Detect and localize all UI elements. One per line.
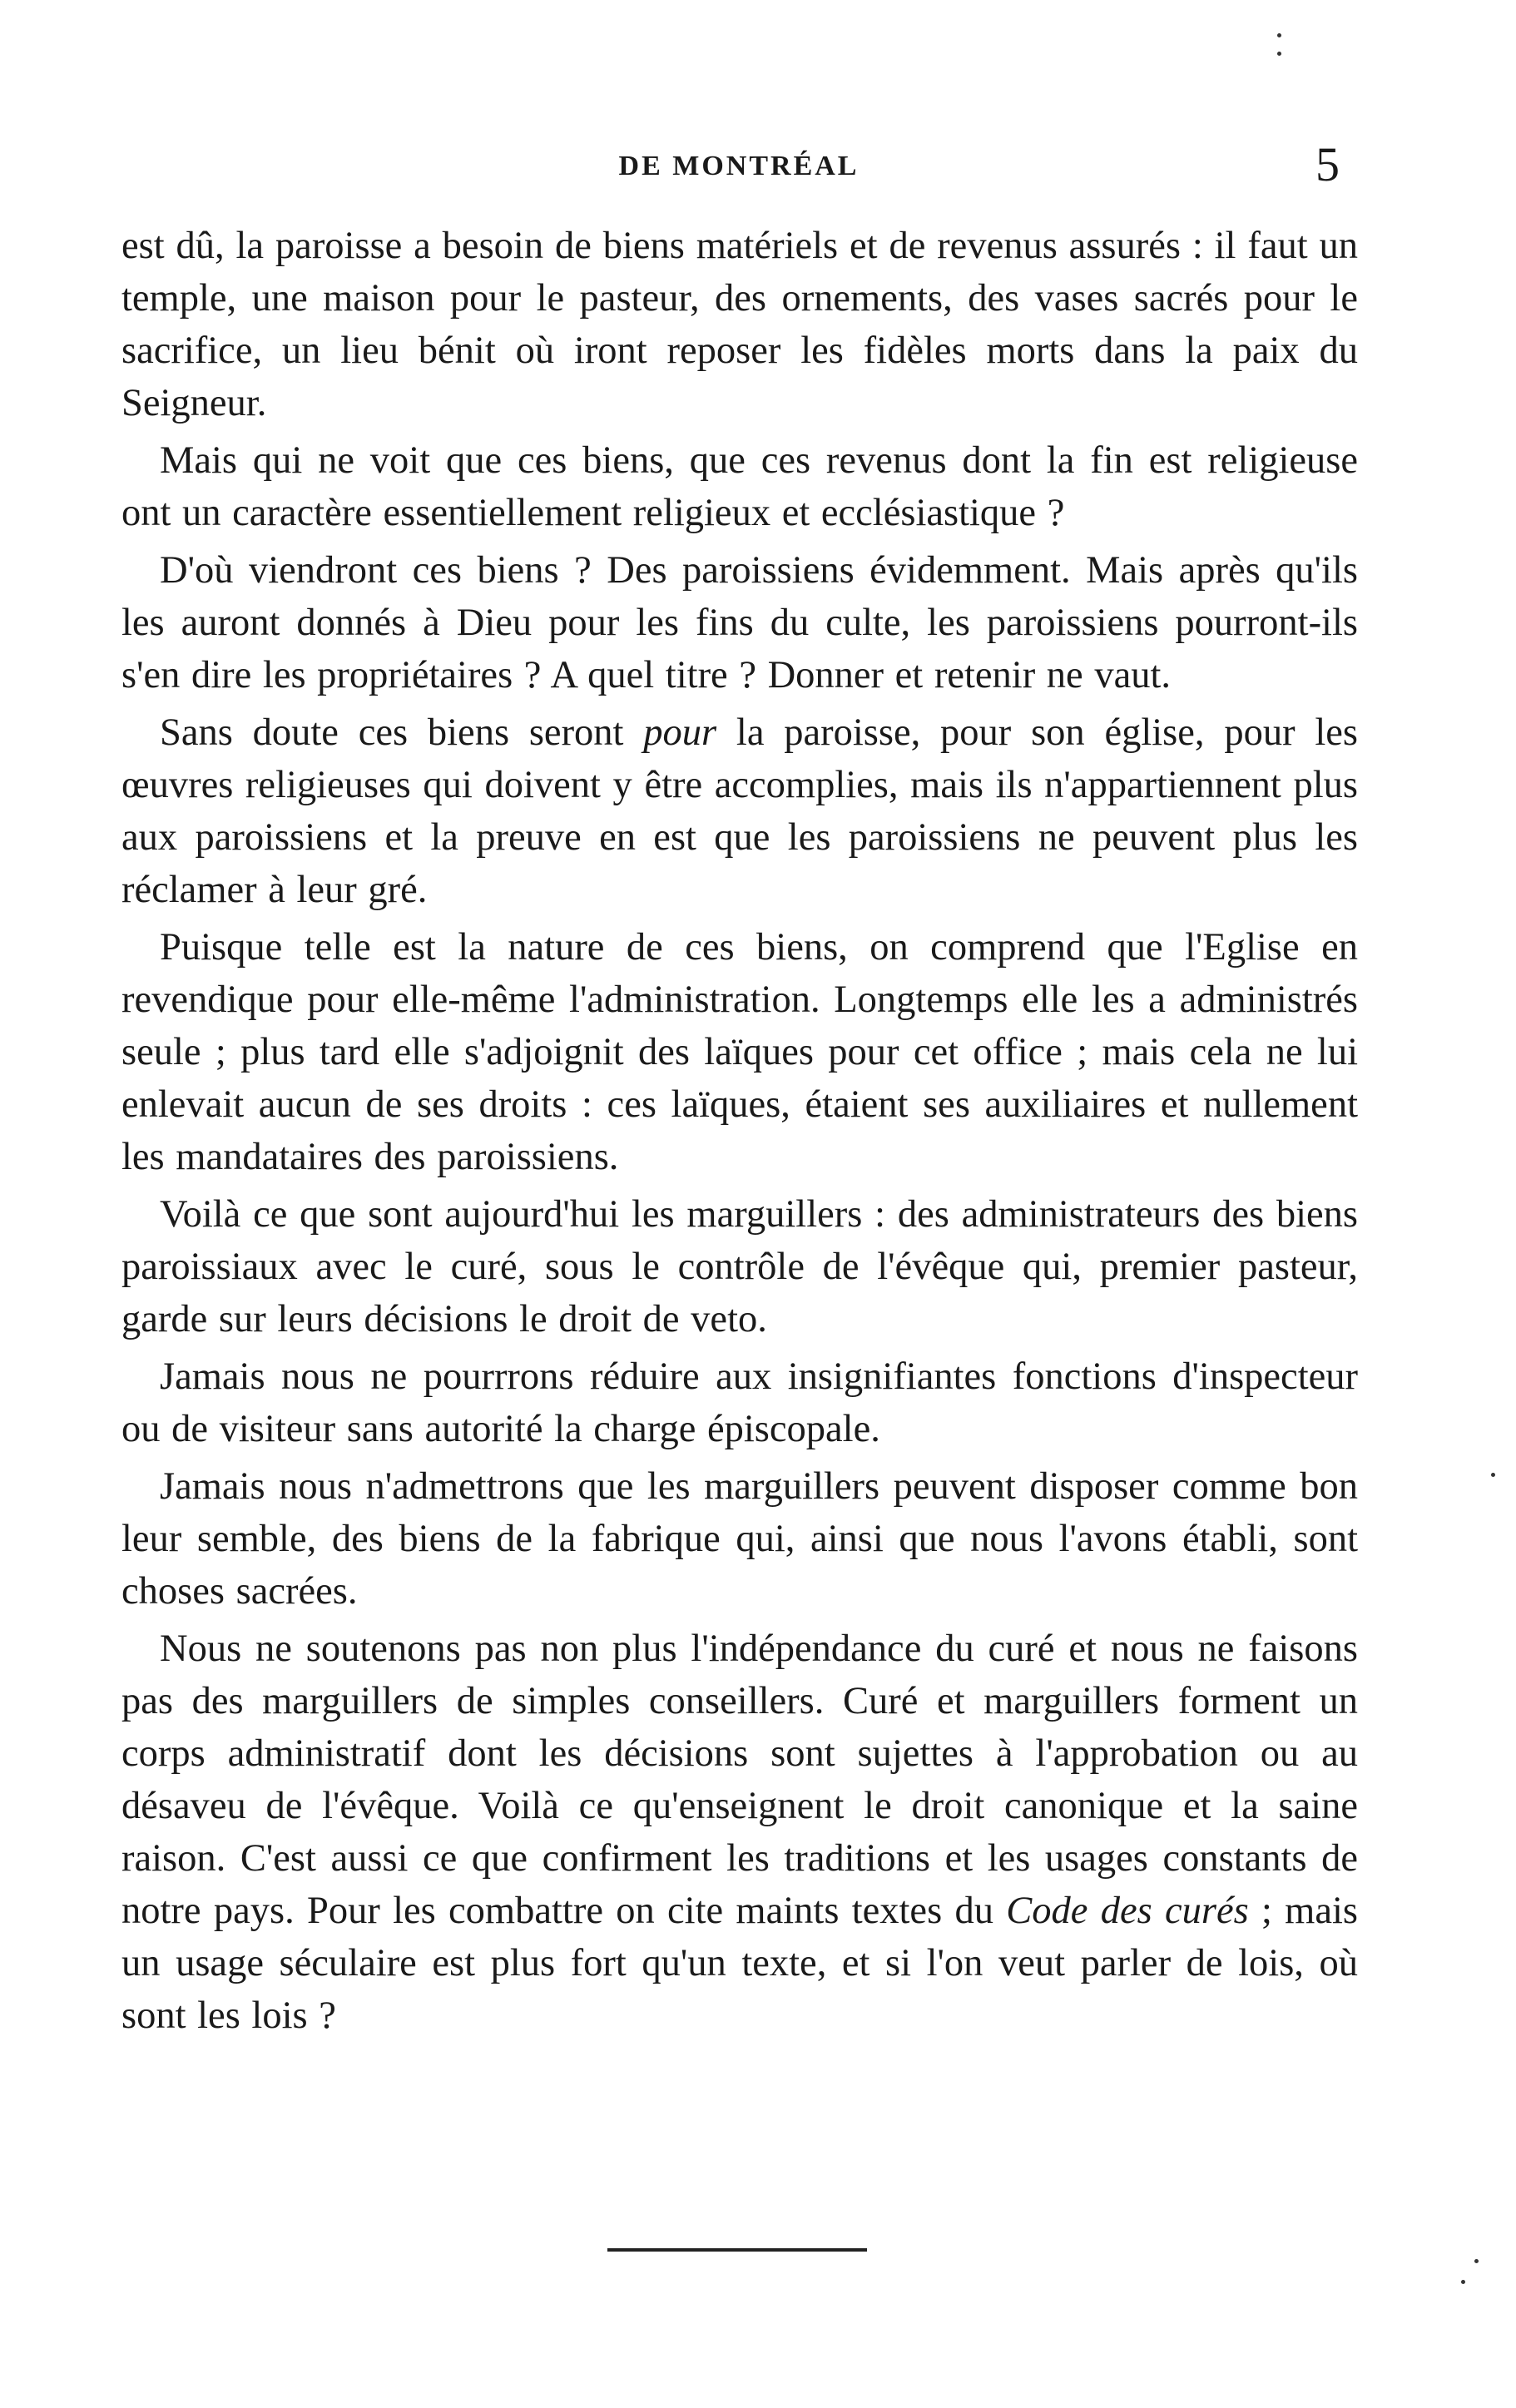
text-run: Nous ne soutenons pas non plus l'indépendance du curé et nous ne faisons pas des marguillers de simples conseillers. Curé et marguillers forment un corps administratif dont les décisions sont sujettes à l'approbation ou au désaveu de l'évêque. Voilà ce qu'enseignent le droit canonique et la saine raison. C'est aussi ce que confirment les traditions et les usages constants de notre pays. Pour les combattre on cite maints textes du [121, 1628, 1358, 1932]
text-run: Jamais nous n'admettrons que les marguillers peuvent disposer comme bon leur semble, des biens de la fabrique qui, ainsi que nous l'avons établi, sont choses sacrées. [121, 1465, 1358, 1613]
page-number: 5 [1315, 137, 1340, 191]
text-run: Sans doute ces biens seront [160, 711, 644, 754]
italic-text: pour [643, 711, 717, 754]
ink-speck [1277, 52, 1281, 56]
ink-speck [1474, 2259, 1479, 2263]
paragraph [121, 1460, 1358, 1618]
text-run: Puisque telle est la nature de ces biens, on comprend que l'Eglise en revendique pour elle-même l'administration. Longtemps elle les a administrés seule ; plus tard elle s'adjoignit des laïques pour cet office ; mais cela ne lui enlevait aucun de ses droits : ces laïques, étaient ses auxiliaires et nullement les mandataires des paroissiens. [121, 926, 1358, 1178]
text-run: ; mais un usage séculaire est plus fort qu'un texte, et si l'on veut parler de lois, où sont les lois ? [121, 1890, 1359, 2037]
text-run: est dû, la paroisse a besoin de biens matériels et de revenus assurés : il faut un temple, une maison pour le pasteur, des ornements, des vases sacrés pour le sacrifice, un lieu bénit où iront reposer les fidèles morts dans la paix du Seigneur. [121, 225, 1358, 424]
paragraph [121, 434, 1358, 539]
end-rule [607, 2248, 867, 2252]
paragraph [121, 1188, 1358, 1345]
paragraph [121, 706, 1358, 916]
ink-speck [1461, 2280, 1465, 2284]
running-title: DE MONTRÉAL [618, 151, 860, 181]
body-text [121, 220, 1358, 2047]
paragraph [121, 544, 1358, 701]
text-run: la paroisse, pour son église, pour les œuvres religieuses qui doivent y être accomplies, mais ils n'appartiennent plus aux paroissiens et la preuve en est que les paroissiens ne peuvent plus les réclamer à leur gré. [121, 711, 1358, 911]
text-run: Jamais nous ne pourrrons réduire aux insignifiantes fonctions d'inspecteur ou de visiteur sans autorité la charge épiscopale. [121, 1355, 1358, 1450]
text-run: D'où viendront ces biens ? Des paroissiens évidemment. Mais après qu'ils les auront donnés à Dieu pour les fins du culte, les paroissiens pourront-ils s'en dire les propriétaires ? A quel titre ? Donner et retenir ne vaut. [121, 549, 1358, 696]
text-run: Voilà ce que sont aujourd'hui les marguillers : des administrateurs des biens paroissiaux avec le curé, sous le contrôle de l'évêque qui, premier pasteur, garde sur leurs décisions le droit de veto. [121, 1193, 1358, 1340]
paragraph [121, 921, 1358, 1183]
ink-speck [1491, 1473, 1495, 1477]
paragraph [121, 1350, 1358, 1455]
paragraph [121, 220, 1358, 429]
running-head [123, 137, 1355, 191]
italic-text: Code des curés [1006, 1890, 1249, 1932]
ink-speck [1277, 33, 1281, 37]
text-run: Mais qui ne voit que ces biens, que ces revenus dont la fin est religieuse ont un caractère essentiellement religieux et ecclésiastique ? [121, 439, 1358, 534]
paragraph [121, 1623, 1358, 2042]
